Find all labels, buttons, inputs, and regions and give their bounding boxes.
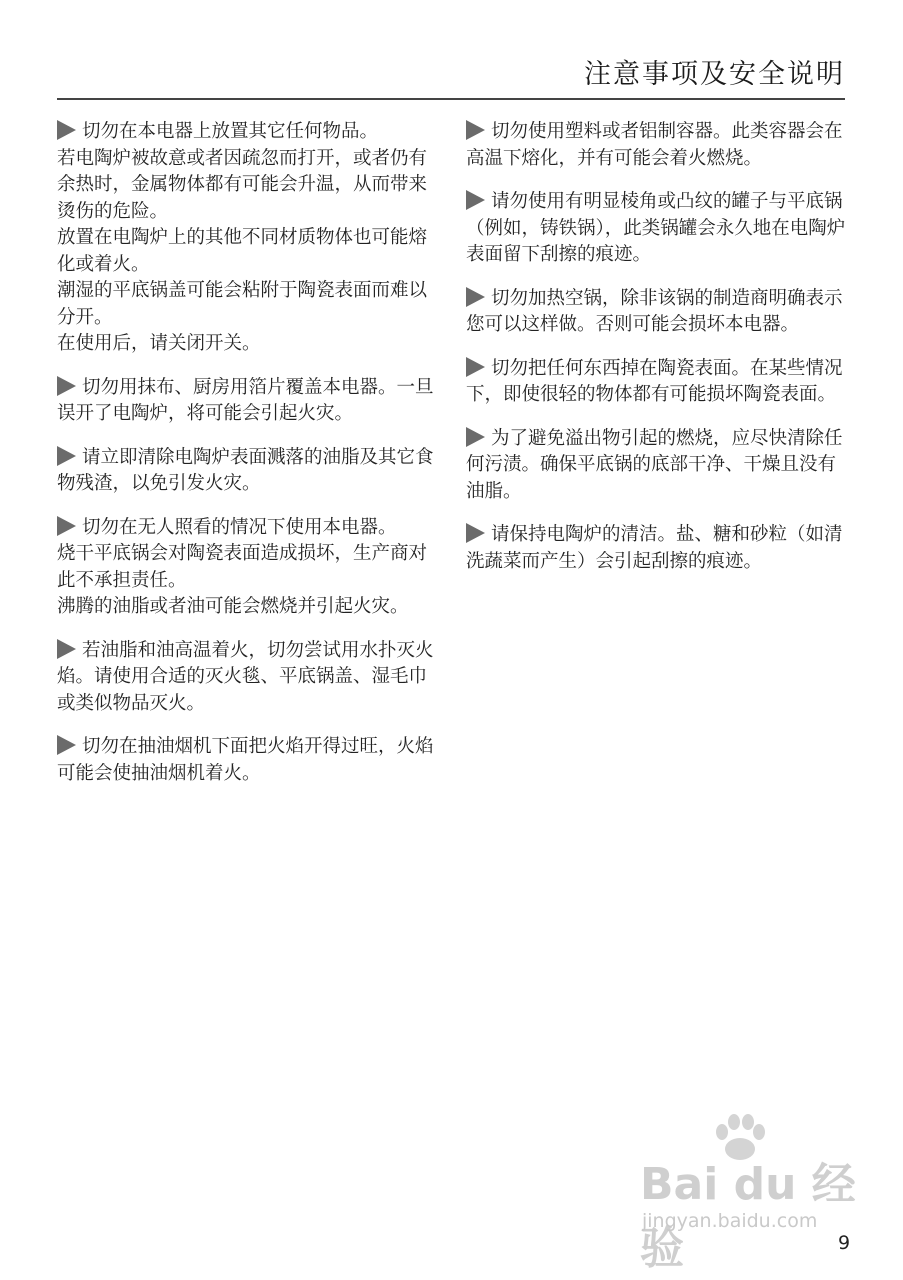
warning-text: 切勿在本电器上放置其它任何物品。 [82, 121, 379, 142]
warning-text: 切勿把任何东西掉在陶瓷表面。在某些情况下，即使很轻的物体都有可能损坏陶瓷表面。 [466, 357, 843, 405]
warning-section [57, 515, 435, 621]
watermark-url: jingyan.baidu.com [642, 1210, 818, 1232]
triangle-bullet-icon [466, 427, 485, 447]
triangle-bullet-icon [57, 735, 76, 755]
warning-text: 潮湿的平底锅盖可能会粘附于陶瓷表面而难以分开。 [57, 280, 428, 328]
warning-text: 若油脂和油高温着火，切勿尝试用水扑灭火焰。请使用合适的灭火毯、平底锅盖、湿毛巾或类似物品灭火。 [57, 639, 434, 714]
page-number: 9 [838, 1232, 851, 1254]
warning-text: 切勿在抽油烟机下面把火焰开得过旺，火焰可能会使抽油烟机着火。 [57, 736, 434, 784]
warning-text: 切勿在无人照看的情况下使用本电器。 [82, 516, 397, 538]
warning-section [57, 375, 435, 428]
warning-paragraph [466, 119, 848, 172]
warning-text: 在使用后，请关闭开关。 [57, 333, 261, 354]
warning-paragraph [57, 375, 435, 428]
warning-text: 切勿用抹布、厨房用箔片覆盖本电器。一旦误开了电陶炉，将可能会引起火灾。 [57, 376, 434, 424]
warning-section [466, 426, 848, 506]
warning-paragraph [466, 356, 848, 409]
warning-paragraph [57, 278, 435, 331]
warning-paragraph [466, 286, 848, 339]
warning-text: 切勿加热空锅，除非该锅的制造商明确表示您可以这样做。否则可能会损坏本电器。 [466, 287, 843, 335]
warning-paragraph [466, 426, 848, 506]
warning-paragraph [57, 515, 435, 542]
warning-paragraph [57, 734, 435, 787]
warning-paragraph [57, 331, 435, 358]
warning-text: 放置在电陶炉上的其他不同材质物体也可能熔化或着火。 [57, 227, 428, 275]
warning-section [57, 445, 435, 498]
triangle-bullet-icon [466, 120, 485, 140]
triangle-bullet-icon [57, 516, 76, 536]
warning-paragraph [57, 594, 435, 621]
warning-paragraph [57, 445, 435, 498]
warning-text: 为了避免溢出物引起的燃烧，应尽快清除任何污渍。确保平底锅的底部干净、干燥且没有油脂。 [466, 427, 843, 502]
warning-section [57, 119, 435, 358]
right-column [466, 119, 848, 592]
left-column [57, 119, 435, 804]
warning-section [57, 734, 435, 787]
warning-section [57, 638, 435, 718]
warning-text: 切勿使用塑料或者铝制容器。此类容器会在高温下熔化，并有可能会着火燃烧。 [466, 121, 843, 169]
warning-paragraph [57, 541, 435, 594]
warning-paragraph [466, 522, 848, 575]
warning-text: 请勿使用有明显棱角或凸纹的罐子与平底锅（例如，铸铁锅），此类锅罐会永久地在电陶炉表面留下刮擦的痕迹。 [466, 191, 846, 265]
warning-text: 烧干平底锅会对陶瓷表面造成损坏，生产商对此不承担责任。 [57, 543, 428, 591]
warning-text: 若电陶炉被故意或者因疏忽而打开，或者仍有余热时，金属物体都有可能会升温，从而带来烫伤的危险。 [57, 147, 428, 222]
warning-section [466, 522, 848, 575]
warning-paragraph [466, 189, 848, 269]
header-divider [57, 98, 845, 100]
baidu-watermark [640, 1148, 870, 1274]
warning-text: 请保持电陶炉的清洁。盐、糖和砂粒（如清洗蔬菜而产生）会引起刮擦的痕迹。 [466, 524, 843, 572]
warning-section [466, 119, 848, 172]
warning-section [466, 286, 848, 339]
triangle-bullet-icon [57, 376, 76, 396]
warning-text: 沸腾的油脂或者油可能会燃烧并引起火灾。 [57, 596, 409, 617]
warning-section [466, 189, 848, 269]
warning-section [466, 356, 848, 409]
warning-text: 请立即清除电陶炉表面溅落的油脂及其它食物残渣，以免引发火灾。 [57, 446, 434, 494]
triangle-bullet-icon [57, 120, 76, 140]
triangle-bullet-icon [466, 287, 485, 307]
page-title: 注意事项及安全说明 [584, 59, 845, 90]
triangle-bullet-icon [466, 357, 485, 377]
triangle-bullet-icon [466, 190, 485, 210]
warning-paragraph [57, 119, 435, 146]
warning-paragraph [57, 146, 435, 226]
triangle-bullet-icon [57, 639, 76, 659]
warning-paragraph [57, 638, 435, 718]
warning-paragraph [57, 225, 435, 278]
triangle-bullet-icon [57, 446, 76, 466]
watermark-logo-text: Bai du 经验 [640, 1159, 856, 1274]
triangle-bullet-icon [466, 523, 485, 543]
